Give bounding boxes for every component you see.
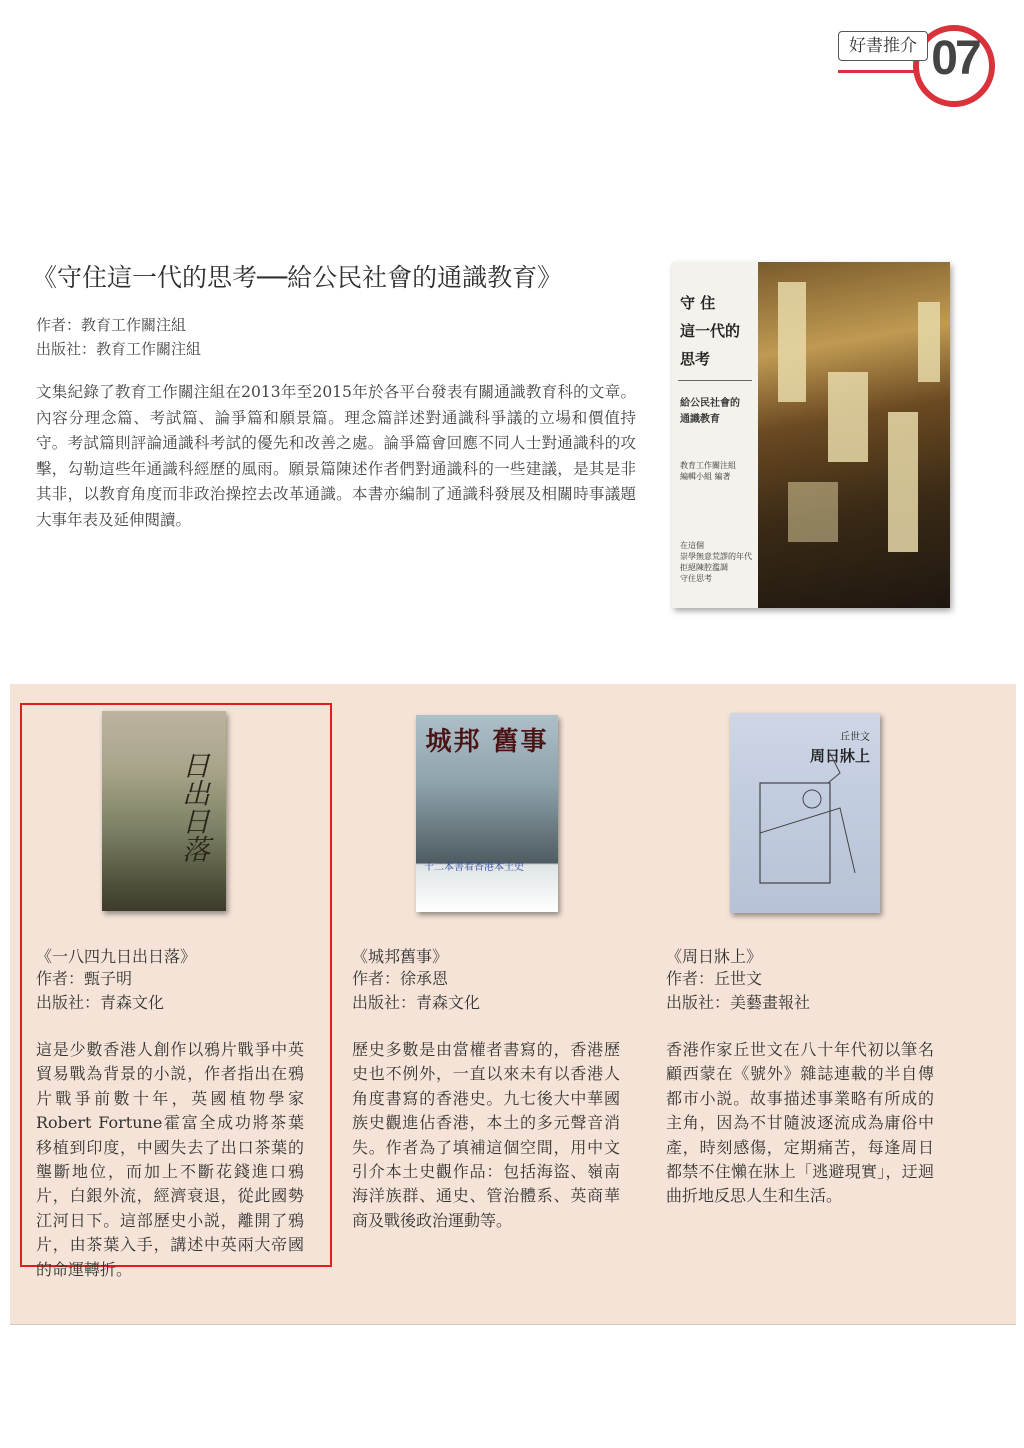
- feature-description: 文集紀錄了教育工作關注組在2013年至2015年於各平台發表有關通識教育科的文章。內容分理念篇、考試篇、論爭篇和願景篇。理念篇詳述對通識科爭議的立場和價值持守。考試篇則評論通識科考試的優先和改善之處。論爭篇會回應不同人士對通識科的攻擊，勾勒這些年通識科經歷的風雨。願景篇陳述作者們對通識科的一些建議，是其是非其非，以教育角度而非政治操控去改革通識。本書亦編制了通識科發展及相關時事議題大事年表及延伸閱讀。: [36, 383, 636, 529]
- cover-sign: [778, 282, 806, 402]
- bed-illustration: [730, 713, 880, 913]
- feature-book-cover: [672, 262, 950, 608]
- book-description-city-past: 歷史多數是由當權者書寫的，香港歷史也不例外，一直以來未有以香港人角度書寫的香港史。九七後大中華國族史觀進佔香港，本土的多元聲音消失。作者為了填補這個空間，用中文引介本土史觀作品：包括海盜、嶺南海洋族群、通史、管治體系、英商華商及戰後政治運動等。: [352, 1040, 620, 1230]
- cover-tagline-3: 拒絕陳腔濫調: [680, 563, 728, 572]
- feature-publisher: 出版社：教育工作關注組: [36, 340, 202, 358]
- cover-sign: [828, 372, 868, 462]
- cover-photo: [758, 262, 950, 608]
- book-title-sunday-bed: 《周日牀上》: [666, 947, 763, 966]
- cover-subtitle-line-1: 給公民社會的: [680, 398, 740, 409]
- cover-title-line-3: 思考: [680, 350, 711, 368]
- cover-tagline-4: 守住思考: [680, 574, 712, 583]
- cover-tagline-1: 在這個: [680, 541, 704, 550]
- cover-title-line-1: 守 住: [680, 294, 716, 312]
- book-author-city-past: 作者：徐承恩: [352, 969, 449, 988]
- cover-sign: [918, 302, 940, 382]
- cover-sign: [788, 482, 838, 542]
- cover-title: 周日牀上: [809, 747, 870, 765]
- cover-title: 城邦 舊事: [425, 727, 549, 757]
- cover-title-line-2: 這一代的: [680, 322, 741, 340]
- book-cover-sunday-bed: [730, 713, 880, 913]
- section-label: 好書推介: [838, 31, 928, 61]
- book-cover-city-past: [416, 715, 558, 912]
- cover-subtitle: 十二本書看香港本土史: [424, 862, 524, 873]
- cover-author: 丘世文: [840, 732, 870, 743]
- section-badge: [838, 25, 998, 105]
- feature-title: 《守住這一代的思考──給公民社會的通識教育》: [32, 263, 563, 292]
- book-publisher-city-past: 出版社：青森文化: [352, 993, 481, 1012]
- book-author-1849: 作者：甄子明: [36, 969, 133, 988]
- cover-rule: [678, 380, 752, 381]
- book-publisher-1849: 出版社：青森文化: [36, 993, 165, 1012]
- feature-author: 作者：教育工作關注組: [36, 316, 187, 334]
- cover-text-column: [672, 262, 758, 608]
- panel-bottom-rule: [10, 1324, 1016, 1325]
- book-title-1849: 《一八四九日出日落》: [36, 947, 197, 966]
- cover-subtitle-line-2: 通識教育: [680, 414, 720, 425]
- page-number: 07: [931, 32, 979, 85]
- book-author-sunday-bed: 作者：丘世文: [666, 969, 763, 988]
- book-description-sunday-bed: 香港作家丘世文在八十年代初以筆名顧西蒙在《號外》雜誌連載的半自傳都市小説。故事描述事業略有所成的主角，因為不甘隨波逐流成為庸俗中產，時刻感傷，定期痛苦，每逢周日都禁不住懶在牀上「逃避現實」，迂迴曲折地反思人生和生活。: [666, 1040, 934, 1206]
- cover-editor: 教育工作關注組: [680, 461, 736, 470]
- cover-tagline-2: 崇學無意荒謬的年代: [680, 552, 752, 561]
- cover-sign: [888, 412, 918, 552]
- cover-script: 日出日落: [178, 751, 211, 863]
- book-description-1849: 這是少數香港人創作以鴉片戰爭中英貿易戰為背景的小説，作者指出在鴉片戰爭前數十年，英國植物學家Robert Fortune霍富全成功將茶葉移植到印度，中國失去了出口茶葉的壟斷地位，而加上不斷花錢進口鴉片，白銀外流，經濟衰退，從此國勢江河日下。這部歷史小説，離開了鴉片，由茶葉入手，講述中英兩大帝國的命運轉折。: [36, 1040, 304, 1279]
- cover-editor-suffix: 編輯小組 編著: [680, 472, 731, 481]
- book-publisher-sunday-bed: 出版社：美藝畫報社: [666, 993, 811, 1012]
- book-title-city-past: 《城邦舊事》: [352, 947, 449, 966]
